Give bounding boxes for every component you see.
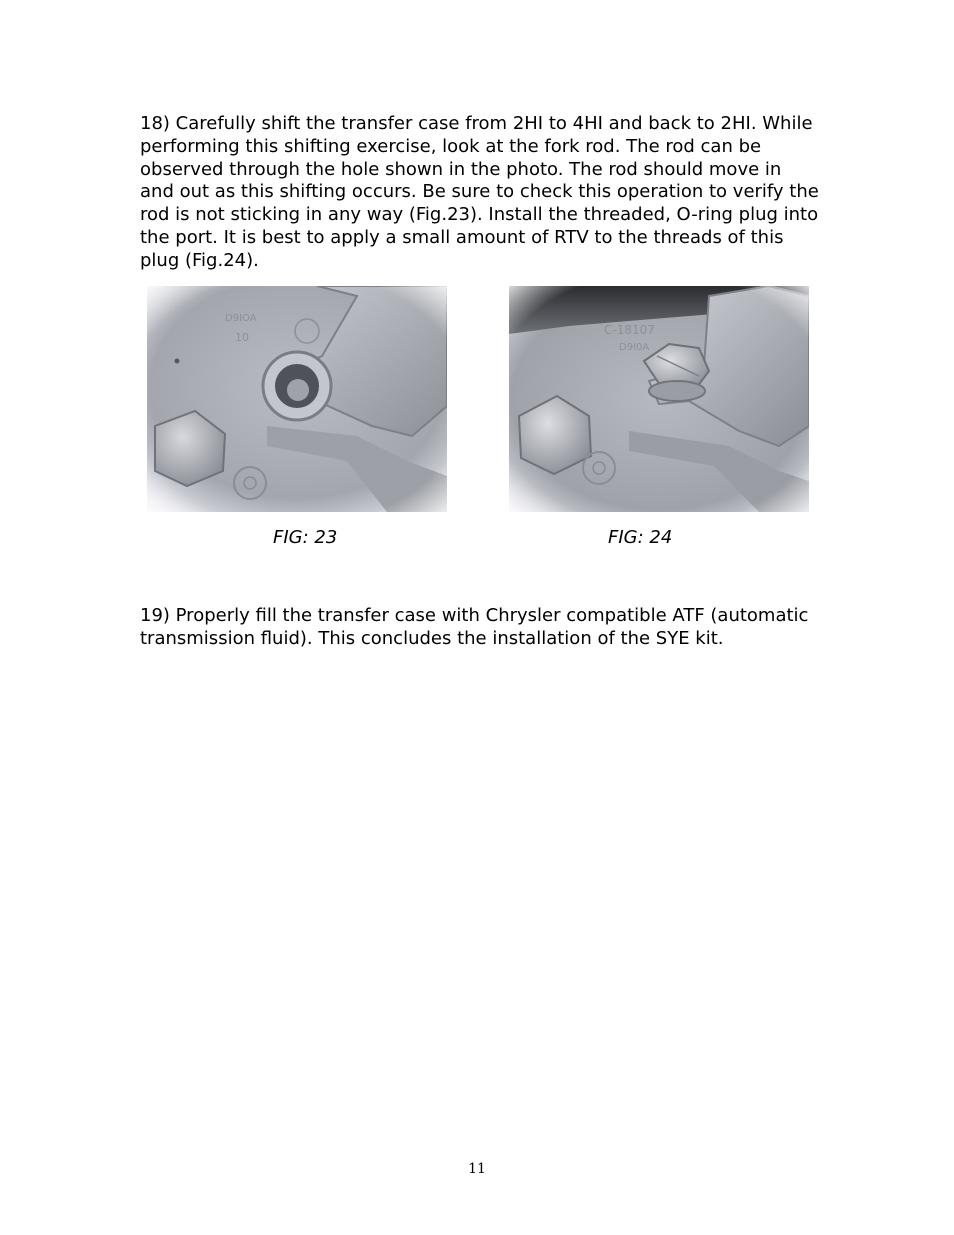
fig-24-caption: FIG: 24 [608,527,673,548]
step-18-paragraph: 18) Carefully shift the transfer case from 2HI to 4HI and back to 2HI. While performing this shifting exercise, look at the fork rod. The rod can be observed through the hole shown in the photo. The rod should move in and out as this shifting occurs. Be sure to check this operation to verify the rod is not sticking in any way (Fig.23). Install the threaded, O-ring plug into the port. It is best to apply a small amount of RTV to the threads of this plug (Fig.24). [140,113,819,271]
page-number: 11 [468,1161,486,1177]
fig-24-photo [509,286,809,512]
step-19-paragraph: 19) Properly fill the transfer case with Chrysler compatible ATF (automatic transmission fluid). This concludes the installation of the SYE kit. [140,605,809,649]
fig-23-photo [147,286,447,512]
fig-23-caption: FIG: 23 [273,527,338,548]
